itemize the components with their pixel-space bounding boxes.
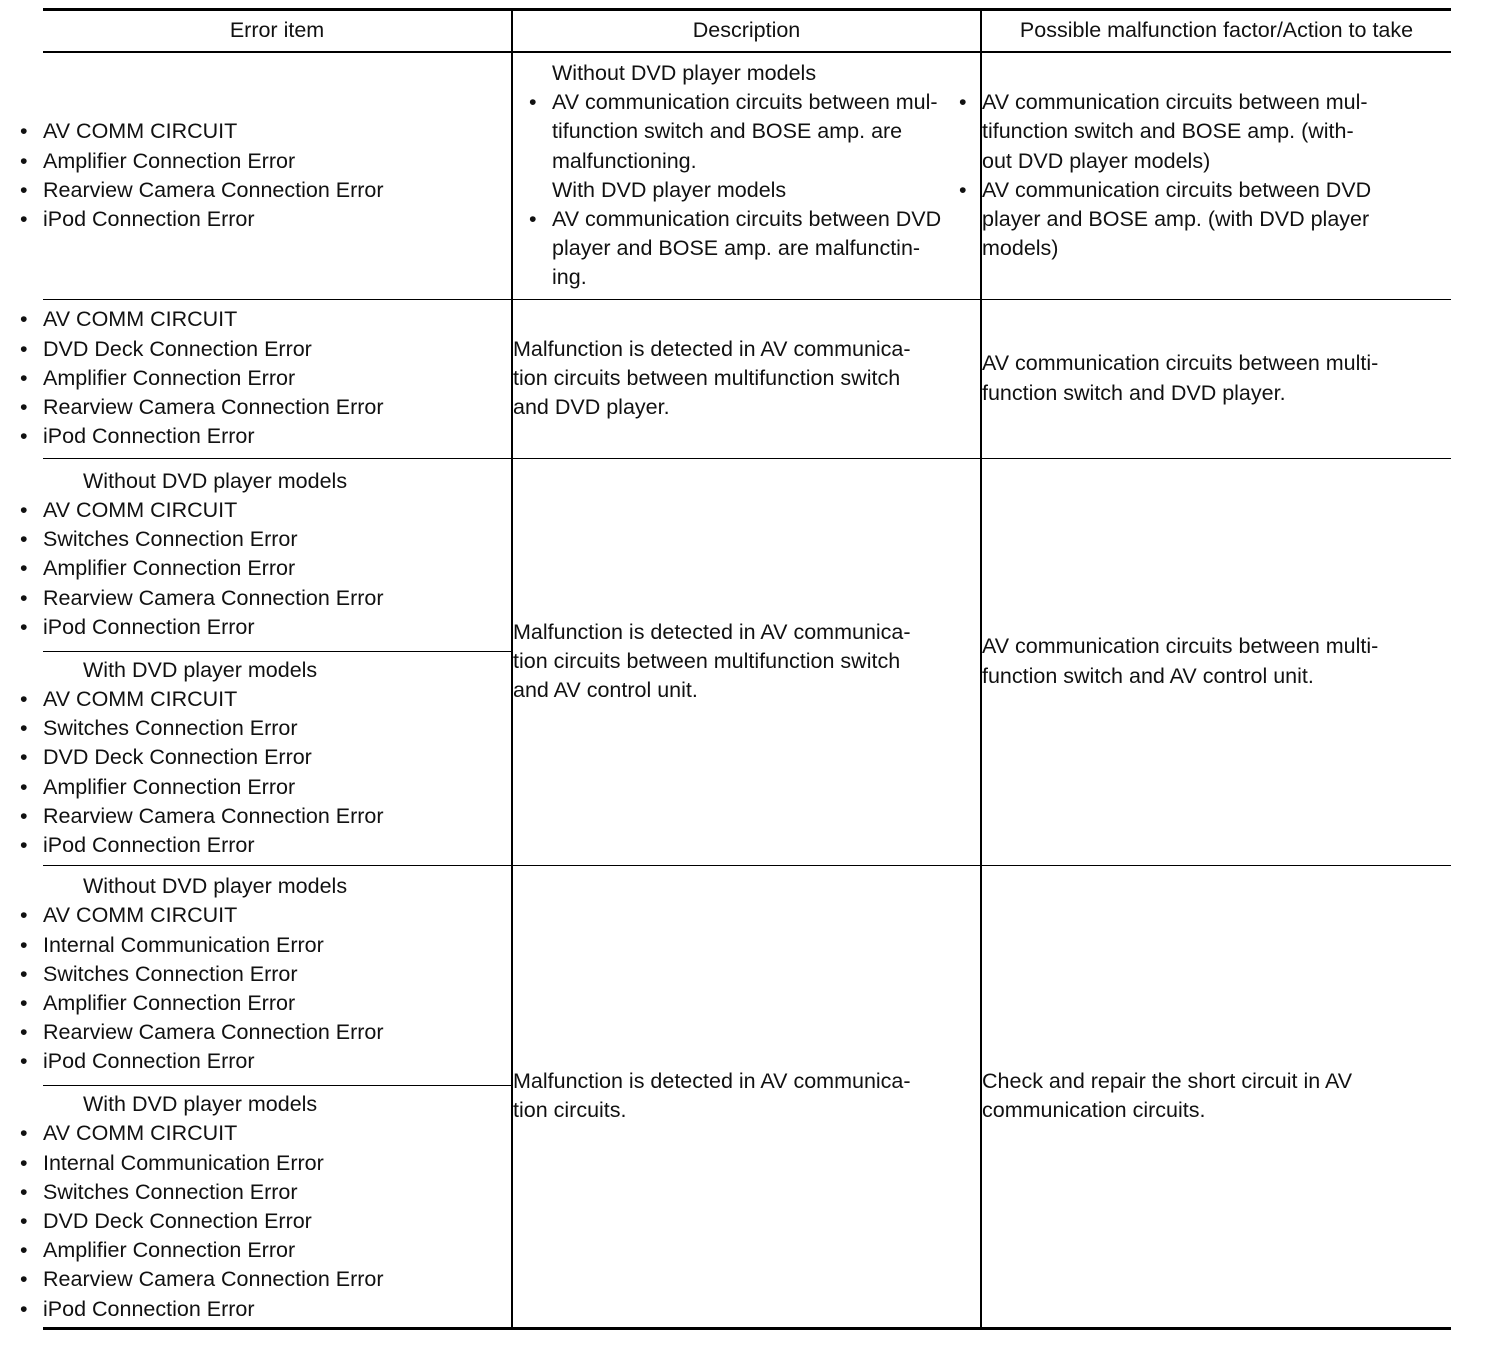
model-heading: Without DVD player models [552,60,817,85]
description-line: Malfunction is detected in AV communica- [513,1068,911,1093]
description-line: Malfunction is detected in AV communica- [513,619,911,644]
description-line: tion circuits between multifunction switch [513,648,901,673]
description-content [513,59,980,293]
error-item: • iPod Connection Error [43,205,511,234]
action-line: communication circuits. [982,1098,1206,1122]
error-item: • Internal Communication Error [43,1149,511,1178]
error-item: • Switches Connection Error [43,714,511,743]
description-item: • AV communication circuits between mul- tifunction switch and BOSE amp. are malfunctioning. [552,88,980,176]
error-item: • DVD Deck Connection Error [43,743,511,772]
model-heading: Without DVD player models [83,468,348,493]
description-item: • AV communication circuits between DVD player and BOSE amp. are malfunctin- ing. [552,205,980,293]
error-cell [43,458,512,865]
header-row [43,10,1451,53]
error-item: • AV COMM CIRCUIT [43,496,511,525]
description-list [552,205,980,293]
error-item: • Amplifier Connection Error [43,364,511,393]
action-item: • AV communication circuits between DVD player and BOSE amp. (with DVD player models) [982,176,1451,264]
error-item: • Switches Connection Error [43,525,511,554]
error-list [43,901,511,1076]
error-group [43,868,511,1085]
error-item: • Rearview Camera Connection Error [43,584,511,613]
action-line: function switch and AV control unit. [982,663,1314,688]
table-row [43,458,1451,865]
error-item: • DVD Deck Connection Error [43,1207,511,1236]
error-list [43,117,511,234]
header-error-item: Error item [43,10,512,53]
error-item: • Amplifier Connection Error [43,989,511,1018]
error-item: • Switches Connection Error [43,960,511,989]
error-item: • iPod Connection Error [43,831,511,860]
action-line: AV communication circuits between multi- [982,634,1379,659]
error-group [43,463,511,651]
error-item: • iPod Connection Error [43,1047,511,1076]
description-line: tion circuits. [513,1098,627,1122]
error-item: • Rearview Camera Connection Error [43,1018,511,1047]
error-item: • Amplifier Connection Error [43,147,511,176]
description-line: and DVD player. [513,395,670,420]
error-item: • Rearview Camera Connection Error [43,802,511,831]
error-item: • AV COMM CIRCUIT [43,1119,511,1148]
table-row [43,52,1451,299]
error-item: • Internal Communication Error [43,931,511,960]
error-item: • DVD Deck Connection Error [43,335,511,364]
error-item: • Switches Connection Error [43,1178,511,1207]
description-cell [512,458,981,865]
error-item: • Rearview Camera Connection Error [43,1265,511,1294]
description-line: and AV control unit. [513,678,698,703]
action-line: AV communication circuits between multi- [982,351,1379,376]
error-list [43,685,511,860]
error-item: • Rearview Camera Connection Error [43,393,511,422]
action-line: function switch and DVD player. [982,380,1286,405]
error-item: • AV COMM CIRCUIT [43,685,511,714]
table-row [43,299,1451,458]
table-row [43,865,1451,1328]
action-line: Check and repair the short circuit in AV [982,1068,1353,1093]
action-cell [981,299,1451,458]
error-cell [43,52,512,299]
description-line: tion circuits between multifunction switch [513,365,901,390]
error-item: • iPod Connection Error [43,1295,511,1324]
error-list [43,1119,511,1323]
error-group [43,651,511,860]
action-cell [981,458,1451,865]
error-list [43,496,511,642]
error-table [43,8,1451,1330]
header-description: Description [512,10,981,53]
description-line: Malfunction is detected in AV communica- [513,336,911,361]
model-heading: With DVD player models [83,657,318,682]
error-group [43,1085,511,1324]
error-item: • AV COMM CIRCUIT [43,305,511,334]
error-cell [43,865,512,1328]
model-heading: Without DVD player models [83,874,348,899]
error-cell [43,299,512,458]
description-cell [512,52,981,299]
error-item: • Amplifier Connection Error [43,1236,511,1265]
error-item: • Rearview Camera Connection Error [43,176,511,205]
model-heading: With DVD player models [83,1092,318,1117]
description-list [552,88,980,176]
error-item: • iPod Connection Error [43,422,511,451]
error-item: • AV COMM CIRCUIT [43,901,511,930]
action-list [982,88,1451,263]
error-item: • AV COMM CIRCUIT [43,117,511,146]
header-action: Possible malfunction factor/Action to take [981,10,1451,53]
error-list [43,305,511,451]
error-item: • Amplifier Connection Error [43,773,511,802]
action-item: • AV communication circuits between mul- tifunction switch and BOSE amp. (with- out DVD player models) [982,88,1451,176]
action-cell [981,52,1451,299]
description-cell [512,865,981,1328]
error-item: • Amplifier Connection Error [43,554,511,583]
description-cell [512,299,981,458]
model-heading: With DVD player models [552,177,787,202]
action-cell [981,865,1451,1328]
error-item: • iPod Connection Error [43,613,511,642]
